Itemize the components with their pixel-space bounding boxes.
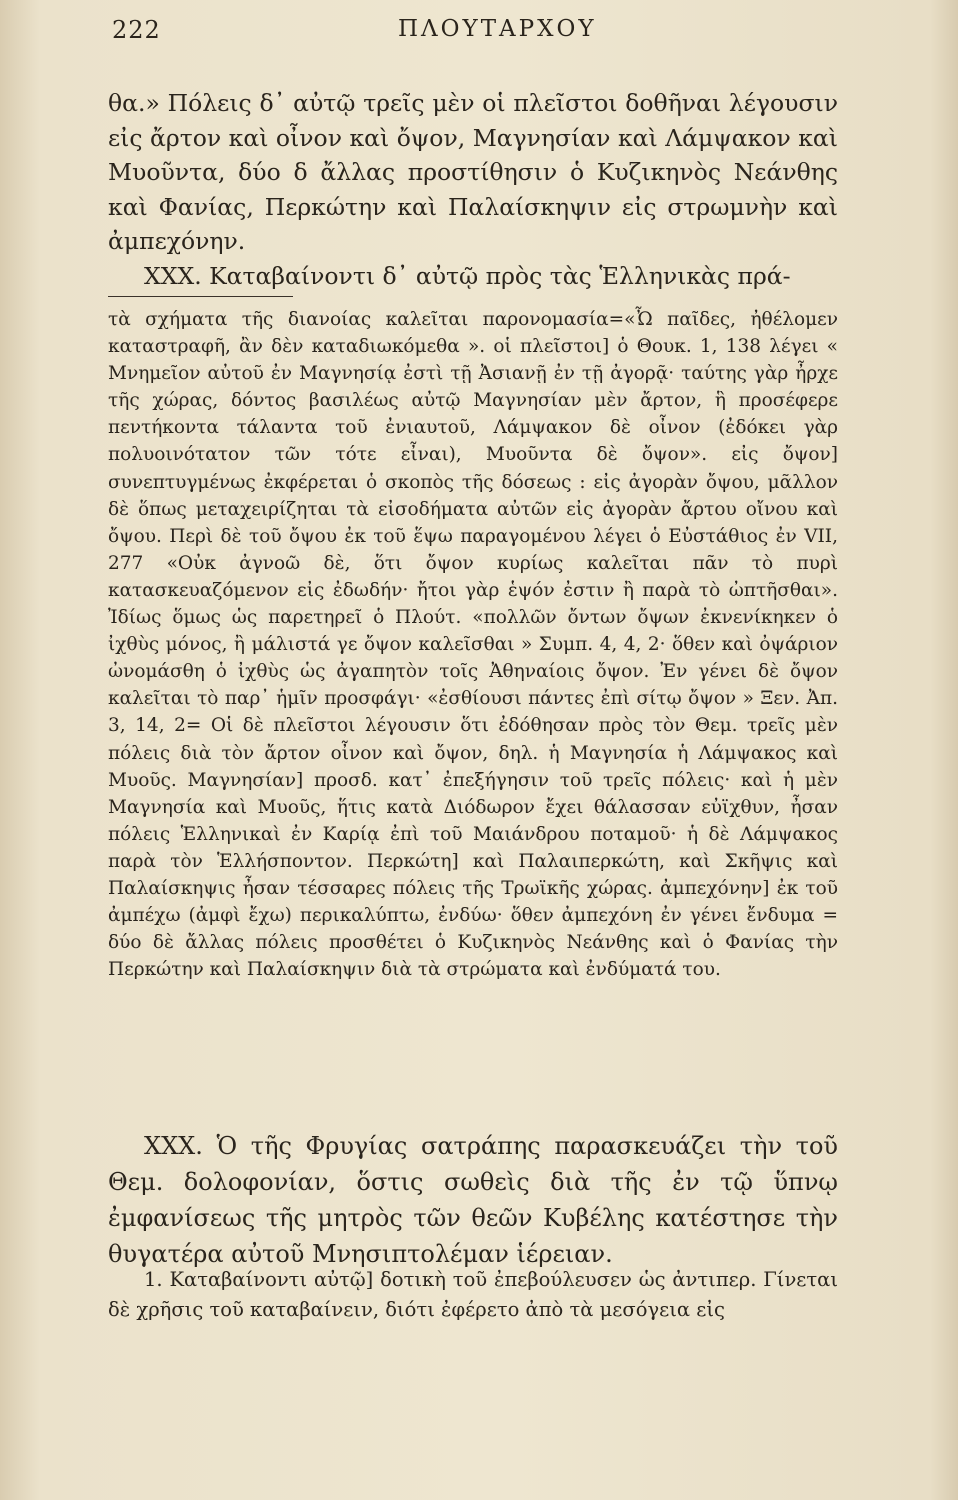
commentary-text: τὰ σχήματα τῆς διανοίας καλεῖται παρονομασία=«Ὦ παῖδες, ἠθέλομεν καταστραφῆ, ἂν δὲν καταδιωκόμεθα ». οἱ πλεῖστοι] ὁ Θουκ. 1, 138 λέγει « Μνημεῖον αὐτοῦ ἐν Μαγνησίᾳ ἐστὶ τῇ Ἀσιανῇ ἐν τῇ ἀγορᾷ· ταύτης γὰρ ἦρχε τῆς χώρας, δόντος βασιλέως αὐτῷ Μαγνησίαν μὲν ἄρτον, ἣ προσέφερε πεντήκοντα τάλαντα τοῦ ἐνιαυτοῦ, Λάμψακον δὲ οἶνον (ἐδόκει γὰρ πολυοινότατον τῶν τότε εἶναι), Μυοῦντα δὲ ὄψον». εἰς ὄψον] συνεπτυγμένως ἐκφέρεται ὁ σκοπὸς τῆς δόσεως : εἰς ἀγορὰν ὄψου, μᾶλλον δὲ ὅπως μεταχειρίζηται τὰ εἰσοδήματα αὐτῶν εἰς ἀγορὰν ἄρτου οἴνου καὶ ὄψου. Περὶ δὲ τοῦ ὄψου ἐκ τοῦ ἕψω παραγομένου λέγει ὁ Εὐστάθιος ἐν VII, 277 «Οὐκ ἀγνοῶ δὲ, ὅτι ὄψον κυρίως καλεῖται πᾶν τὸ πυρὶ κατασκευαζόμενον εἰς ἐδωδήν· ἤτοι γὰρ ἑψόν ἐστιν ἢ παρὰ τὸ ὠπτῆσθαι». Ἰδίως ὅμως ὡς παρετηρεῖ ὁ Πλούτ. «πολλῶν ὄντων ὄψων ἐκνενίκηκεν ὁ ἰχθὺς μόνος, ἢ μάλιστά γε ὄψον καλεῖσθαι » Συμπ. 4, 4, 2· ὅθεν καὶ ὀψάριον ὠνομάσθη ὁ ἰχθὺς ὡς ἀγαπητὸν τοῖς Ἀθηναίοις ὄψον. Ἐν γένει δὲ ὄψον καλεῖται τὸ παρ᾽ ἡμῖν προσφάγι· «ἐσθίουσι πάντες ἐπὶ σίτῳ ὄψον » Ξεν. Ἀπ. 3, 14, 2= Οἱ δὲ πλεῖστοι λέγουσιν ὅτι ἐδόθησαν πρὸς τὸν Θεμ. τρεῖς μὲν πόλεις διὰ τὸν ἄρτον οἶνον καὶ ὄψον, δηλ. ἡ Μαγνησία ἡ Λάμψακος καὶ Μυοῦς. Μαγνησίαν] προσδ. κατ᾽ ἐπεξήγησιν τοῦ τρεῖς πόλεις· καὶ ἡ μὲν Μαγνησία καὶ Μυοῦς, ἥτις κατὰ Διόδωρον ἔχει θάλασσαν εὐϊχθυν, ἦσαν πόλεις Ἑλληνικαὶ ἐν Καρίᾳ ἐπὶ τοῦ Μαιάνδρου ποταμοῦ· ἡ δὲ Λάμψακος παρὰ τὸν Ἑλλήσποντον. Περκώτη] καὶ Παλαιπερκώτη, καὶ Σκῆψις καὶ Παλαίσκηψις ἦσαν τέσσαρες πόλεις τῆς Τρωϊκῆς χώρας. ἀμπεχόνην] ἐκ τοῦ ἀμπέχω (ἀμφὶ ἔχω) περικαλύπτω, ἐνδύω· ὅθεν ἀμπεχόνη ἐν γένει ἔνδυμα = δύο δὲ ἄλλας πόλεις προσθέτει ὁ Κυζικηνὸς Νεάνθης καὶ ὁ Φανίας τὴν Περκώτην καὶ Παλαίσκηψιν διὰ τὰ στρώματα καὶ ἐνδύματά του. [108,309,838,981]
main-text [108,86,838,293]
chapter-summary-text: XXX. Ὁ τῆς Φρυγίας σατράπης παρασκευάζει τὴν τοῦ Θεμ. δολοφονίαν, ὅστις σωθεὶς διὰ τῆς ἐν τῷ ὕπνῳ ἐμφανίσεως τῆς μητρὸς τῶν θεῶν Κυβέλης κατέστησε τὴν θυγατέρα αὐτοῦ Μνησιπτολέμαν ἱέρειαν. [108,1132,838,1268]
commentary-text-2: 1. Καταβαίνοντι αὐτῷ] δοτικὴ τοῦ ἐπεβούλευσεν ὡς ἀντιπερ. Γίνεται δὲ χρῆσις τοῦ καταβαίνειν, διότι ἐφέρετο ἀπὸ τὰ μεσόγεια εἰς [108,1268,838,1321]
main-paragraph-1: θα.» Πόλεις δ᾽ αὐτῷ τρεῖς μὲν οἱ πλεῖστοι δοθῆναι λέγουσιν εἰς ἄρτον καὶ οἶνον καὶ ὄψον, Μαγνησίαν καὶ Λάμψακον καὶ Μυοῦντα, δύο δ ἄλλας προστίθησιν ὁ Κυζικηνὸς Νεάνθης καὶ Φανίας, Περκώτην καὶ Παλαίσκηψιν εἰς στρωμνὴν καὶ ἀμπεχόνην. [108,89,838,255]
commentary-notes-2 [108,1265,838,1325]
commentary-notes [108,306,838,983]
running-title: ΠΛΟΥΤΑΡΧΟΥ [398,16,597,42]
chapter-summary [108,1128,838,1272]
main-paragraph-2: XXX. Καταβαίνοντι δ᾽ αὐτῷ πρὸς τὰς Ἑλληνικὰς πρά- [144,261,791,290]
page-header [108,16,838,56]
page-number: 222 [112,16,161,44]
footnote-rule [108,296,293,297]
